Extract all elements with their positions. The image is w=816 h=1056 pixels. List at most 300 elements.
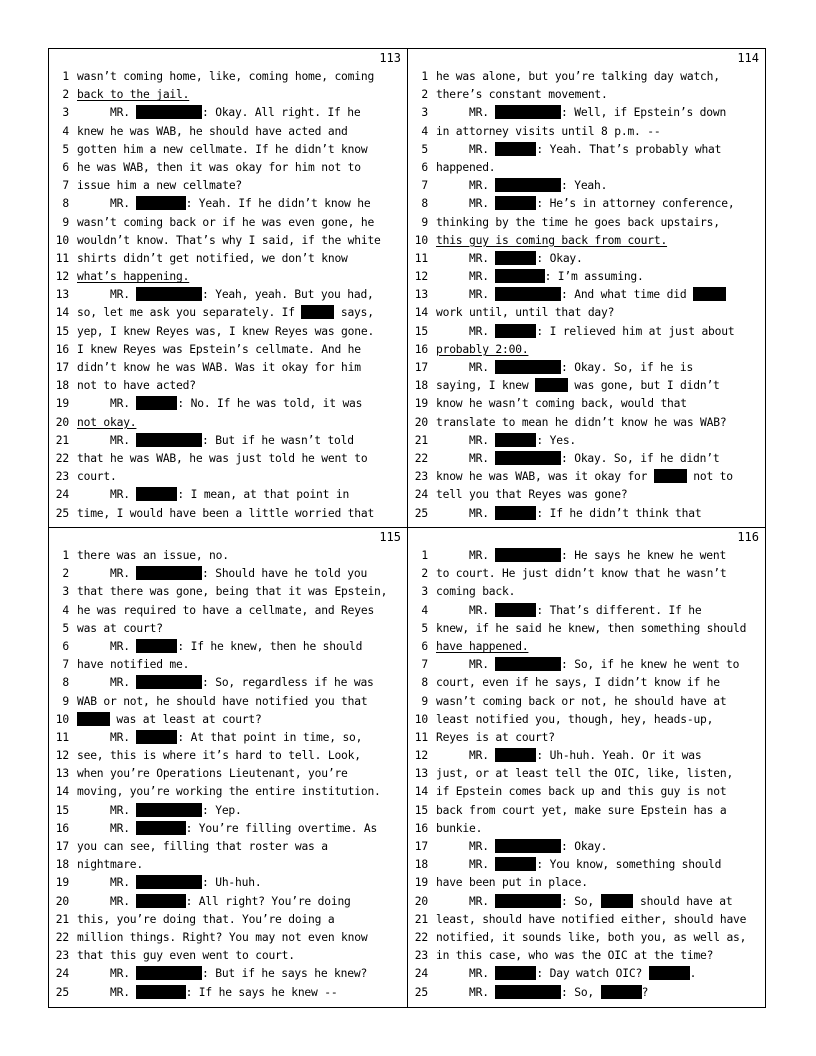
line-text: MR. (436, 251, 496, 265)
transcript-line (49, 68, 407, 86)
line-number: 19 (55, 876, 69, 890)
redaction-box (495, 105, 561, 119)
line-number: 7 (62, 179, 69, 193)
line-text: MR. (77, 803, 137, 817)
transcript-line (49, 286, 407, 304)
line-number: 9 (421, 694, 428, 708)
transcript-line (49, 565, 407, 583)
transcript-line (408, 874, 765, 892)
line-text: if Epstein comes back up and this guy is not (436, 785, 727, 799)
redaction-box (136, 566, 202, 580)
line-text: MR. (436, 549, 496, 562)
line-text: MR. (436, 106, 496, 120)
line-number: 4 (62, 124, 69, 138)
line-text: : If he knew, then he should (177, 639, 363, 653)
transcript-line (408, 802, 765, 820)
line-text: MR. (436, 506, 496, 520)
line-text: wasn’t coming back or not, he should have at (436, 694, 727, 708)
transcript-line (49, 159, 407, 177)
line-text: MR. (77, 488, 137, 502)
line-text: so, let me ask you separately. If (77, 306, 302, 320)
page-number: 113 (379, 51, 401, 65)
redaction-box (495, 548, 561, 562)
page-number: 114 (737, 51, 759, 65)
redaction-box (136, 875, 202, 889)
line-number: 12 (414, 270, 428, 284)
line-number: 1 (62, 549, 69, 562)
redaction-box (654, 469, 687, 483)
line-text: back from court yet, make sure Epstein has a (436, 803, 727, 817)
line-text: : Okay. (561, 840, 608, 853)
redaction-box (495, 142, 536, 156)
line-text: : Okay. All right. If he (202, 106, 361, 120)
line-number: 8 (62, 197, 69, 211)
transcript-line (408, 838, 765, 856)
line-text: was at court? (77, 621, 163, 635)
transcript-line (408, 602, 765, 620)
line-text: MR. (436, 858, 496, 872)
line-text: not to have acted? (77, 379, 196, 393)
line-text: : He says he knew he went (561, 549, 727, 562)
line-number: 10 (55, 712, 69, 726)
line-number: 9 (62, 694, 69, 708)
line-number: 24 (414, 488, 428, 502)
line-number: 10 (414, 712, 428, 726)
line-text: court. (77, 470, 117, 484)
line-number: 19 (55, 397, 69, 411)
transcript-line (49, 929, 407, 947)
line-number: 22 (414, 930, 428, 944)
redaction-box (77, 712, 110, 726)
line-text: : At that point in time, so, (177, 730, 363, 744)
redaction-box (649, 966, 690, 980)
line-text: MR. (436, 894, 496, 908)
line-text: MR. (77, 288, 137, 302)
transcript-page-116 (408, 528, 765, 1007)
transcript-line (49, 656, 407, 674)
redaction-box (495, 251, 536, 265)
transcript-line (49, 984, 407, 1002)
line-text: know he wasn’t coming back, would that (436, 397, 687, 411)
redaction-box (136, 487, 177, 501)
line-text: to court. He just didn’t know that he wasn’t (436, 567, 727, 581)
transcript-line (49, 232, 407, 250)
transcript-line (49, 783, 407, 801)
line-text: know he was WAB, was it okay for (436, 470, 654, 484)
line-text: MR. (77, 676, 137, 690)
redaction-box (495, 506, 536, 520)
line-number: 13 (414, 767, 428, 781)
line-text: back to the jail. (77, 88, 190, 102)
redaction-box (495, 360, 561, 374)
line-text: : I relieved him at just about (536, 324, 735, 338)
transcript-line (49, 547, 407, 565)
transcript-line (408, 747, 765, 765)
transcript-line (408, 214, 765, 232)
line-text: : Day watch OIC? (536, 967, 649, 981)
transcript-line (408, 565, 765, 583)
line-text: translate to mean he didn’t know he was WAB? (436, 415, 727, 429)
redaction-box (495, 966, 536, 980)
transcript-line (408, 711, 765, 729)
transcript-line (408, 395, 765, 413)
line-number: 16 (55, 821, 69, 835)
redaction-box (495, 839, 561, 853)
line-number: 18 (55, 858, 69, 872)
line-number: 8 (421, 676, 428, 690)
redaction-box (136, 196, 185, 210)
line-text: : Should have he told you (202, 567, 368, 581)
transcript-line (408, 341, 765, 359)
line-number: 12 (414, 749, 428, 763)
line-number: 5 (421, 142, 428, 156)
transcript-line (49, 856, 407, 874)
line-number: 5 (62, 621, 69, 635)
line-number: 6 (62, 160, 69, 174)
line-number: 25 (414, 985, 428, 999)
line-text: I knew Reyes was Epstein’s cellmate. And he (77, 342, 361, 356)
line-number: 21 (55, 433, 69, 447)
transcript-line (408, 86, 765, 104)
line-text: : Yeah. That’s probably what (536, 142, 722, 156)
line-text: that there was gone, being that it was Epstein, (77, 585, 388, 599)
redaction-box (136, 894, 185, 908)
line-text: MR. (436, 361, 496, 374)
line-text: WAB or not, he should have notified you that (77, 694, 368, 708)
transcript-line (408, 893, 765, 911)
line-text: MR. (436, 433, 496, 447)
transcript-line (49, 711, 407, 729)
line-text: was gone, but I didn’t (567, 379, 720, 393)
transcript-line (49, 141, 407, 159)
line-text: MR. (77, 197, 137, 211)
line-text: : So, (561, 894, 601, 908)
redaction-box (495, 748, 536, 762)
transcript-line (49, 874, 407, 892)
line-text: MR. (77, 967, 137, 981)
line-text: not to (686, 470, 733, 484)
line-number: 16 (414, 821, 428, 835)
line-text: MR. (436, 179, 496, 193)
transcript-line (408, 947, 765, 965)
transcript-line (408, 929, 765, 947)
line-text: MR. (436, 270, 496, 284)
redaction-box (495, 324, 536, 338)
line-text: MR. (77, 106, 137, 120)
line-number: 8 (421, 197, 428, 211)
transcript-line (49, 323, 407, 341)
line-number: 3 (62, 106, 69, 120)
redaction-box (136, 730, 177, 744)
transcript-line (408, 68, 765, 86)
line-number: 17 (55, 840, 69, 853)
line-text: : So, (561, 985, 601, 999)
transcript-line (49, 250, 407, 268)
line-text: nightmare. (77, 858, 144, 872)
transcript-line (408, 620, 765, 638)
line-text: yep, I knew Reyes was, I knew Reyes was gone. (77, 324, 375, 338)
transcript-line (408, 450, 765, 468)
line-text: : But if he wasn’t told (202, 433, 354, 447)
transcript-line (49, 432, 407, 450)
line-text: MR. (436, 967, 496, 981)
line-text: knew, if he said he knew, then something should (436, 621, 747, 635)
transcript-page-113 (49, 49, 407, 527)
line-number: 22 (55, 930, 69, 944)
transcript-line (49, 505, 407, 523)
line-text: see, this is where it’s hard to tell. Look, (77, 749, 361, 763)
transcript-line (408, 414, 765, 432)
line-text: : That’s different. If he (536, 603, 702, 617)
transcript-line (49, 583, 407, 601)
transcript-grid (48, 48, 766, 1008)
line-text: says, (334, 306, 374, 320)
line-number: 23 (414, 949, 428, 963)
line-text: : And what time did (561, 288, 694, 302)
line-text: just, or at least tell the OIC, like, listen, (436, 767, 734, 781)
transcript-line (408, 765, 765, 783)
transcript-line (408, 965, 765, 983)
line-number: 2 (421, 567, 428, 581)
line-text: coming back. (436, 585, 516, 599)
line-text: MR. (77, 433, 137, 447)
line-number: 17 (414, 840, 428, 853)
line-text: wouldn’t know. That’s why I said, if the white (77, 233, 381, 247)
line-number: 21 (414, 912, 428, 926)
line-text: in attorney visits until 8 p.m. -- (436, 124, 661, 138)
transcript-line (49, 214, 407, 232)
line-text: should have at (633, 894, 733, 908)
transcript-line (408, 159, 765, 177)
line-number: 4 (421, 603, 428, 617)
line-number: 13 (55, 767, 69, 781)
transcript-line (49, 638, 407, 656)
line-number: 24 (55, 488, 69, 502)
line-number: 19 (414, 397, 428, 411)
line-text: gotten him a new cellmate. If he didn’t know (77, 142, 368, 156)
transcript-line (408, 693, 765, 711)
line-text: there’s constant movement. (436, 88, 608, 102)
line-number: 17 (414, 361, 428, 374)
line-number: 25 (55, 506, 69, 520)
transcript-line (408, 359, 765, 377)
redaction-box (136, 985, 185, 999)
line-text: shirts didn’t get notified, we don’t know (77, 251, 348, 265)
transcript-line (408, 104, 765, 122)
transcript-line (49, 377, 407, 395)
transcript-line (408, 856, 765, 874)
line-text: wasn’t coming home, like, coming home, coming (77, 70, 375, 83)
line-text: : He’s in attorney conference, (536, 197, 735, 211)
transcript-line (49, 674, 407, 692)
transcript-line (49, 104, 407, 122)
line-number: 4 (421, 124, 428, 138)
line-text: MR. (77, 567, 137, 581)
line-text: : You know, something should (536, 858, 722, 872)
line-number: 7 (421, 179, 428, 193)
line-text: : If he says he knew -- (185, 985, 338, 999)
page-number: 115 (379, 530, 401, 544)
line-number: 3 (62, 585, 69, 599)
line-text: ? (641, 985, 649, 999)
transcript-line (49, 765, 407, 783)
line-text: work until, until that day? (436, 306, 615, 320)
redaction-box (495, 451, 561, 465)
line-number: 4 (62, 603, 69, 617)
transcript-line (408, 547, 765, 565)
line-text: in this case, who was the OIC at the time? (436, 949, 714, 963)
transcript-lines (408, 547, 765, 1002)
line-number: 18 (414, 379, 428, 393)
transcript-line (408, 323, 765, 341)
redaction-box (495, 857, 536, 871)
line-text: : Yep. (202, 803, 242, 817)
line-number: 21 (55, 912, 69, 926)
line-number: 7 (421, 658, 428, 672)
line-number: 15 (55, 324, 69, 338)
line-text: didn’t know he was WAB. Was it okay for him (77, 361, 361, 374)
line-text: saying, I knew (436, 379, 536, 393)
line-number: 9 (62, 215, 69, 229)
transcript-line (49, 911, 407, 929)
line-text: wasn’t coming back or if he was even gone, he (77, 215, 375, 229)
line-text: this, you’re doing that. You’re doing a (77, 912, 335, 926)
page-number: 116 (737, 530, 759, 544)
redaction-box (601, 894, 634, 908)
line-text: that this guy even went to court. (77, 949, 295, 963)
line-text: : I mean, at that point in (177, 488, 350, 502)
line-text: you can see, filling that roster was a (77, 840, 328, 853)
line-text: least notified you, though, hey, heads-up, (436, 712, 714, 726)
transcript-line (49, 947, 407, 965)
redaction-box (136, 803, 202, 817)
line-text: he was alone, but you’re talking day watch, (436, 70, 720, 83)
line-number: 9 (421, 215, 428, 229)
redaction-box (495, 269, 544, 283)
line-text: probably 2:00. (436, 342, 529, 356)
redaction-box (136, 966, 202, 980)
line-text: time, I would have been a little worried that (77, 506, 375, 520)
line-text: : If he didn’t think that (536, 506, 702, 520)
line-number: 17 (55, 361, 69, 374)
line-text: : Yeah. If he didn’t know he (185, 197, 371, 211)
line-number: 3 (421, 106, 428, 120)
line-number: 10 (55, 233, 69, 247)
transcript-line (408, 141, 765, 159)
line-text: he was required to have a cellmate, and Reyes (77, 603, 375, 617)
line-number: 20 (55, 415, 69, 429)
line-text: MR. (436, 603, 496, 617)
line-number: 23 (55, 949, 69, 963)
line-text: was at least at court? (109, 712, 262, 726)
redaction-box (495, 657, 561, 671)
line-number: 14 (414, 306, 428, 320)
line-text: : Yes. (536, 433, 577, 447)
line-number: 18 (55, 379, 69, 393)
redaction-box (495, 433, 536, 447)
line-number: 15 (414, 803, 428, 817)
line-text: bunkie. (436, 821, 483, 835)
line-number: 14 (414, 785, 428, 799)
line-text: notified, it sounds like, both you, as well as, (436, 930, 747, 944)
line-number: 20 (55, 894, 69, 908)
line-text: : Uh-huh. Yeah. Or it was (536, 749, 702, 763)
line-number: 6 (62, 639, 69, 653)
line-text: MR. (77, 876, 137, 890)
line-text: MR. (77, 639, 137, 653)
line-text: he was WAB, then it was okay for him not to (77, 160, 361, 174)
line-number: 11 (55, 730, 69, 744)
line-number: 12 (55, 749, 69, 763)
transcript-line (49, 965, 407, 983)
transcript-line (49, 729, 407, 747)
transcript-line (49, 395, 407, 413)
transcript-line (408, 250, 765, 268)
transcript-line (408, 195, 765, 213)
line-number: 13 (55, 288, 69, 302)
line-number: 8 (62, 676, 69, 690)
transcript-page-115 (49, 528, 407, 1007)
transcript-line (49, 838, 407, 856)
redaction-box (495, 287, 561, 301)
line-number: 10 (414, 233, 428, 247)
line-number: 15 (55, 803, 69, 817)
line-text: : Well, if Epstein’s down (561, 106, 727, 120)
line-text: MR. (436, 985, 496, 999)
line-text: there was an issue, no. (77, 549, 229, 562)
redaction-box (495, 894, 561, 908)
line-number: 14 (55, 306, 69, 320)
line-number: 21 (414, 433, 428, 447)
line-text: : No. If he was told, it was (177, 397, 363, 411)
transcript-line (408, 674, 765, 692)
line-number: 5 (421, 621, 428, 635)
redaction-box (495, 196, 536, 210)
transcript-line (408, 432, 765, 450)
line-text: court, even if he says, I didn’t know if he (436, 676, 720, 690)
transcript-line (408, 232, 765, 250)
line-text: moving, you’re working the entire institution. (77, 785, 381, 799)
line-number: 14 (55, 785, 69, 799)
transcript-line (408, 177, 765, 195)
line-text: thinking by the time he goes back upstairs, (436, 215, 720, 229)
transcript-line (408, 656, 765, 674)
line-text: MR. (77, 985, 137, 999)
line-number: 3 (421, 585, 428, 599)
transcript-line (49, 468, 407, 486)
line-number: 7 (62, 658, 69, 672)
transcript-line (408, 286, 765, 304)
line-number: 11 (414, 730, 428, 744)
redaction-box (136, 639, 177, 653)
transcript-line (49, 304, 407, 322)
line-text: tell you that Reyes was gone? (436, 488, 628, 502)
transcript-lines (49, 547, 407, 1002)
line-text: : You’re filling overtime. As (185, 821, 378, 835)
line-number: 1 (421, 549, 428, 562)
transcript-line (49, 620, 407, 638)
line-number: 25 (414, 506, 428, 520)
line-text: have been put in place. (436, 876, 588, 890)
transcript-line (408, 638, 765, 656)
redaction-box (535, 378, 568, 392)
line-text: : Okay. (536, 251, 583, 265)
transcript-line (408, 486, 765, 504)
line-number: 16 (414, 342, 428, 356)
line-number: 11 (414, 251, 428, 265)
transcript-line (49, 177, 407, 195)
redaction-box (693, 287, 726, 301)
